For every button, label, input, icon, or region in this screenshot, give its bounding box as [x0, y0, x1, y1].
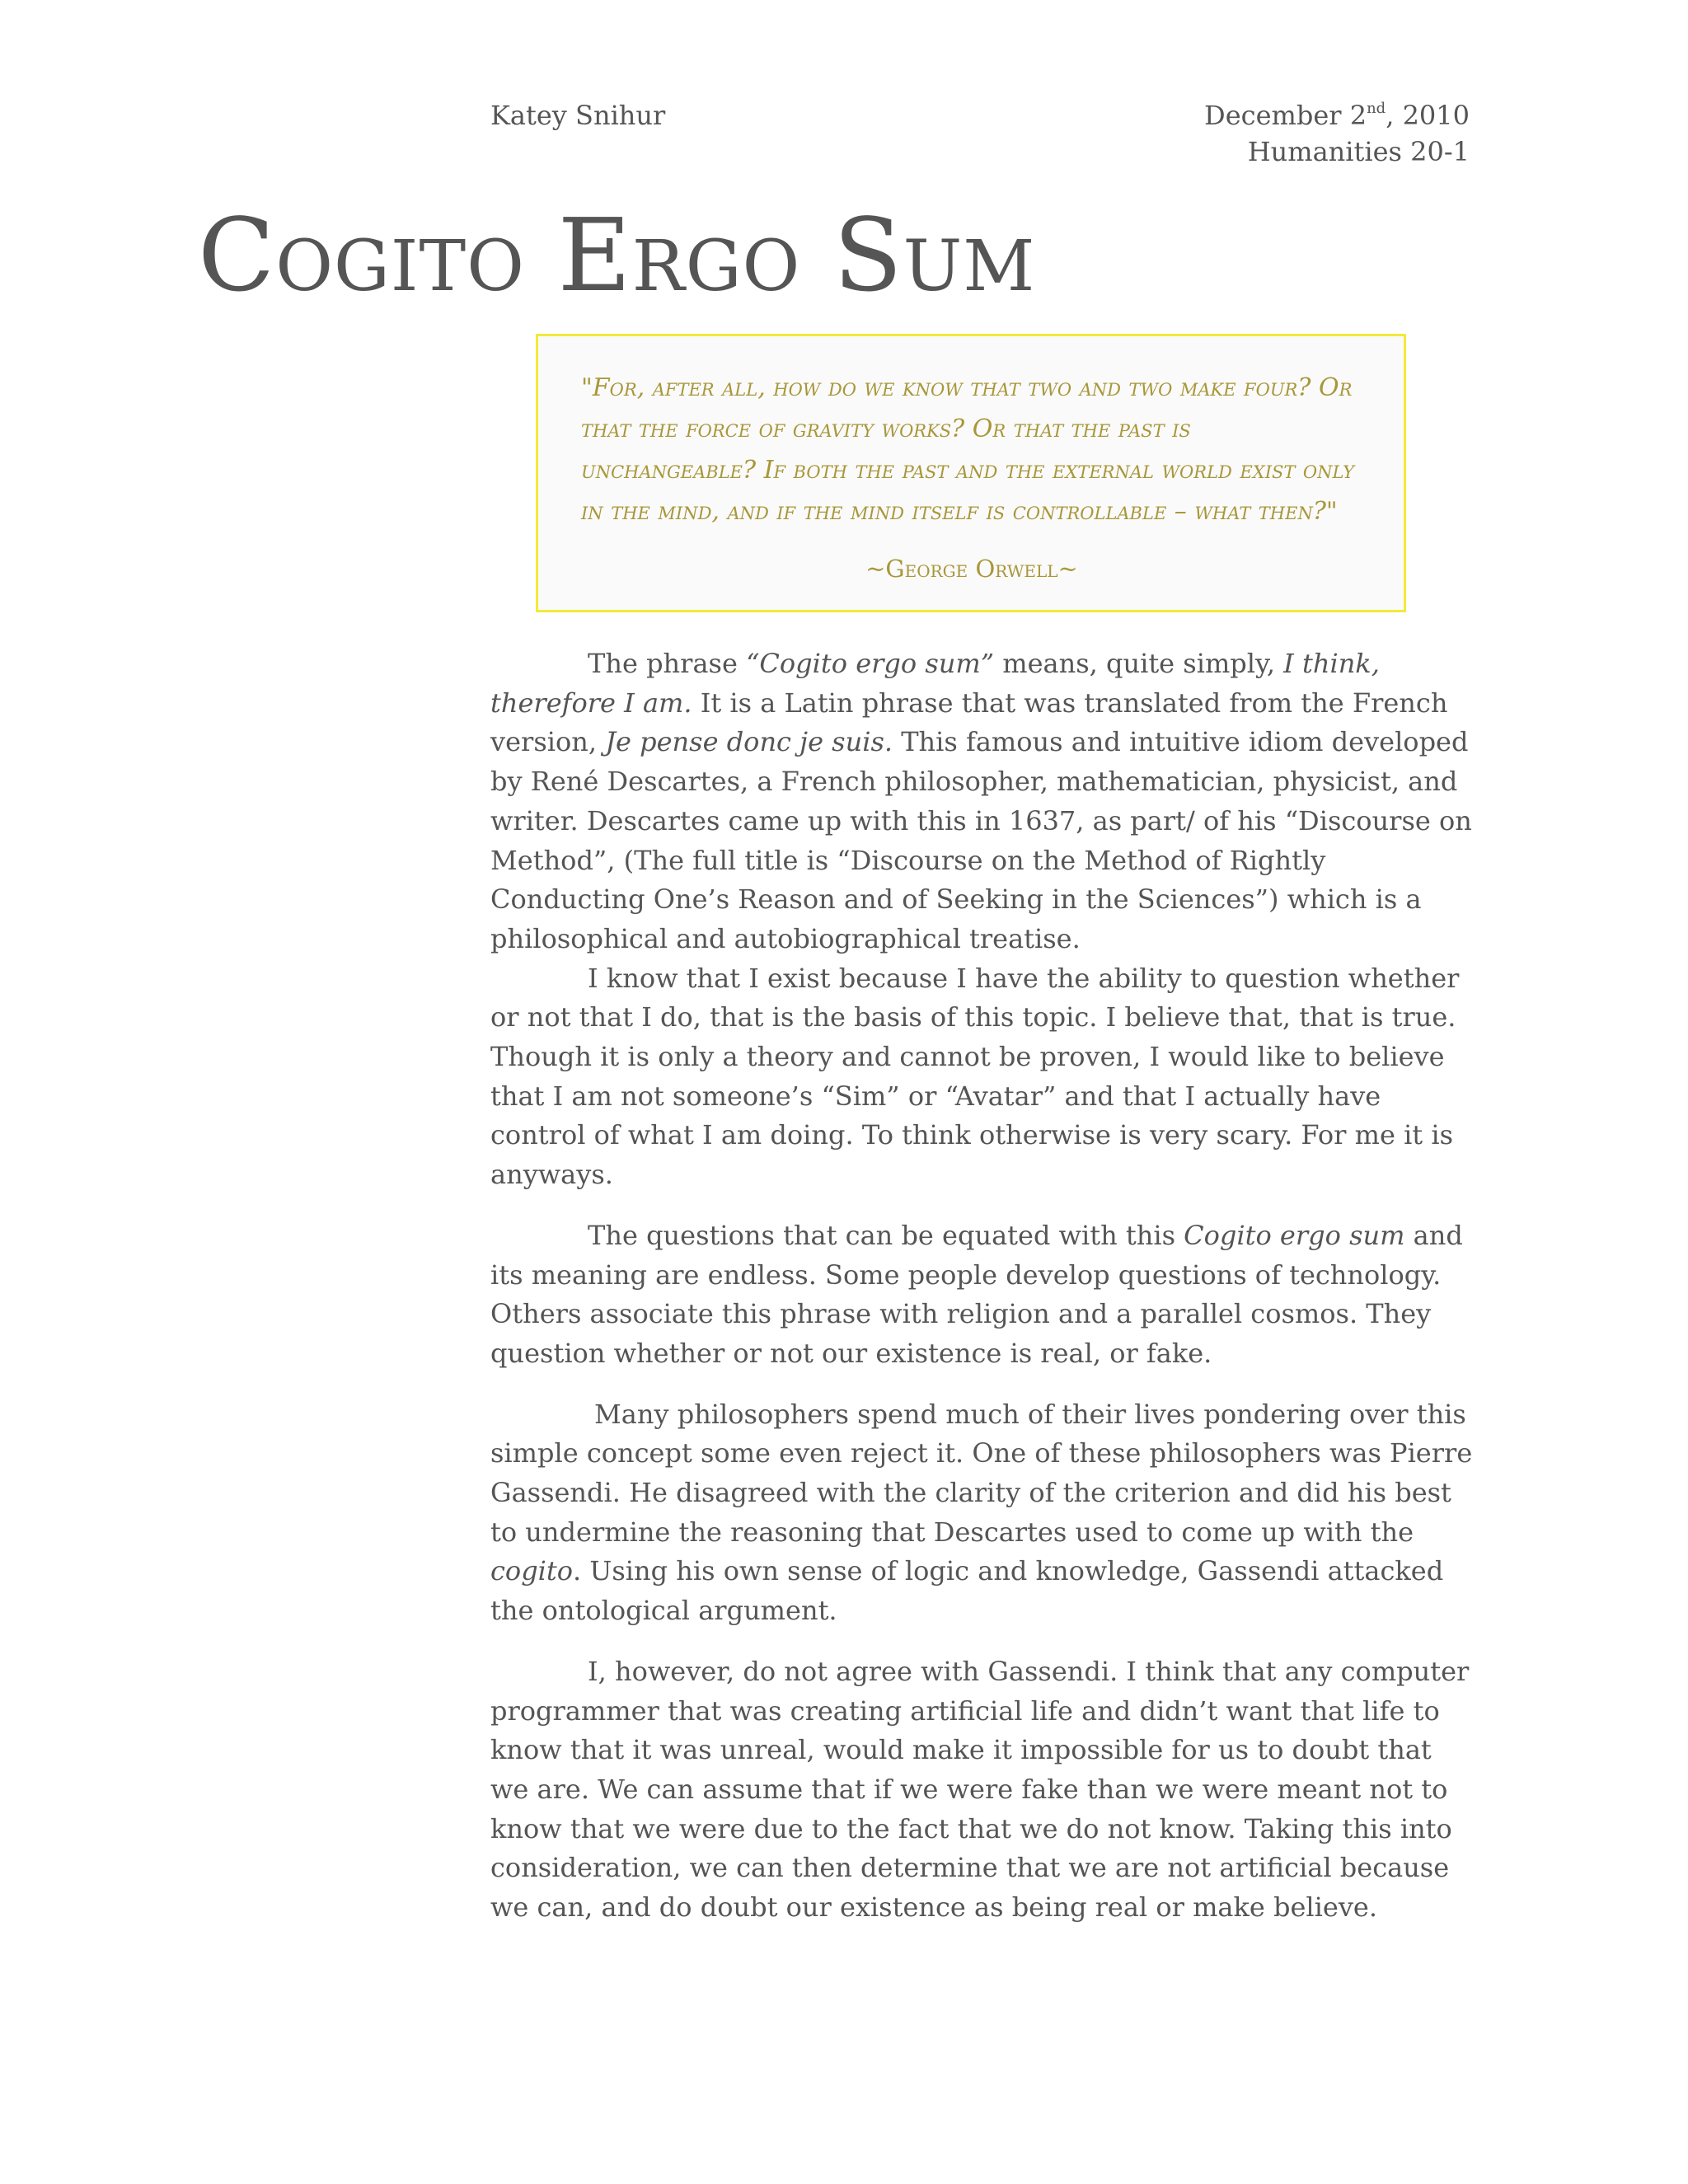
page-title: Cogito Ergo Sum	[198, 197, 1036, 314]
p1-phrase: “Cogito ergo sum”	[746, 648, 995, 679]
p4-cogito: cogito	[490, 1555, 574, 1587]
date-year: , 2010	[1386, 100, 1470, 131]
p3-text-2: and its meaning are endless. Some people develop questions of technology. Others associate this phrase with religion and a parallel cosmos. They question whether or not our existence is real, or fake.	[490, 1219, 1463, 1369]
quote-attribution: ~George Orwell~	[865, 555, 1078, 583]
p3-text-1: The questions that can be equated with this	[588, 1219, 1184, 1251]
p4-text-1: Many philosophers spend much of their lives pondering over this simple concept some even reject it. One of these philosophers was Pierre Gassendi. He disagreed with the clarity of the criterion and did his best to undermine the reasoning that Descartes used to come up with the	[490, 1398, 1473, 1548]
paragraph-1	[490, 644, 1473, 959]
course-name: Humanities 20-1	[1247, 136, 1470, 167]
date-suffix: nd	[1367, 100, 1386, 118]
p1-text-3: It is a Latin phrase that was translated from the French version,	[490, 687, 1448, 758]
paragraph-3	[490, 1216, 1473, 1374]
author-name: Katey Snihur	[490, 100, 666, 131]
p1-text-2: means, quite simply,	[994, 648, 1284, 679]
quote-text: "For, after all, how do we know that two and two make four? Or that the force of gravity works? Or that the past is unchangeable? If both the past and the external world exist only in the mind, and if the mind itself is controllable – what then?"	[581, 373, 1354, 526]
date	[1204, 97, 1470, 134]
p3-phrase: Cogito ergo sum	[1184, 1219, 1405, 1251]
p1-text-4: This famous and intuitive idiom developed by René Descartes, a French philosopher, mathematician, physicist, and writer. Descartes came up with this in 1637, as part/ of his “Discourse on Method”, (The full title is “Discourse on the Method of Rightly Conducting One’s Reason and of Seeking in the Sciences”) which is a philosophical and autobiographical treatise.	[490, 726, 1472, 954]
header-meta	[1204, 97, 1470, 170]
p1-translation: I think, therefore I am.	[490, 648, 1380, 719]
p1-french: Je pense donc je suis.	[605, 726, 893, 758]
quote-box	[536, 334, 1406, 612]
paragraph-4	[490, 1395, 1473, 1631]
date-month-day: December 2	[1204, 100, 1367, 131]
paragraph-5: I, however, do not agree with Gassendi. I think that any computer programmer that was creating artificial life and didn’t want that life to know that it was unreal, would make it impossible for us to doubt that we are. We can assume that if we were fake than we were meant not to know that we were due to the fact that we do not know. Taking this into consideration, we can then determine that we are not artificial because we can, and do doubt our existence as being real or make believe.	[490, 1655, 1470, 1924]
essay-body	[490, 644, 1473, 1928]
p4-text-2: . Using his own sense of logic and knowledge, Gassendi attacked the ontological argument.	[490, 1555, 1444, 1627]
paragraph-2: I know that I exist because I have the ability to question whether or not that I do, that is the basis of this topic. I believe that, that is true. Though it is only a theory and cannot be proven, I would like to believe that I am not someone’s “Sim” or “Avatar” and that I actually have control of what I am doing. To think otherwise is very scary. For me it is anyways.	[490, 962, 1460, 1191]
p1-text-1: The phrase	[588, 648, 747, 679]
